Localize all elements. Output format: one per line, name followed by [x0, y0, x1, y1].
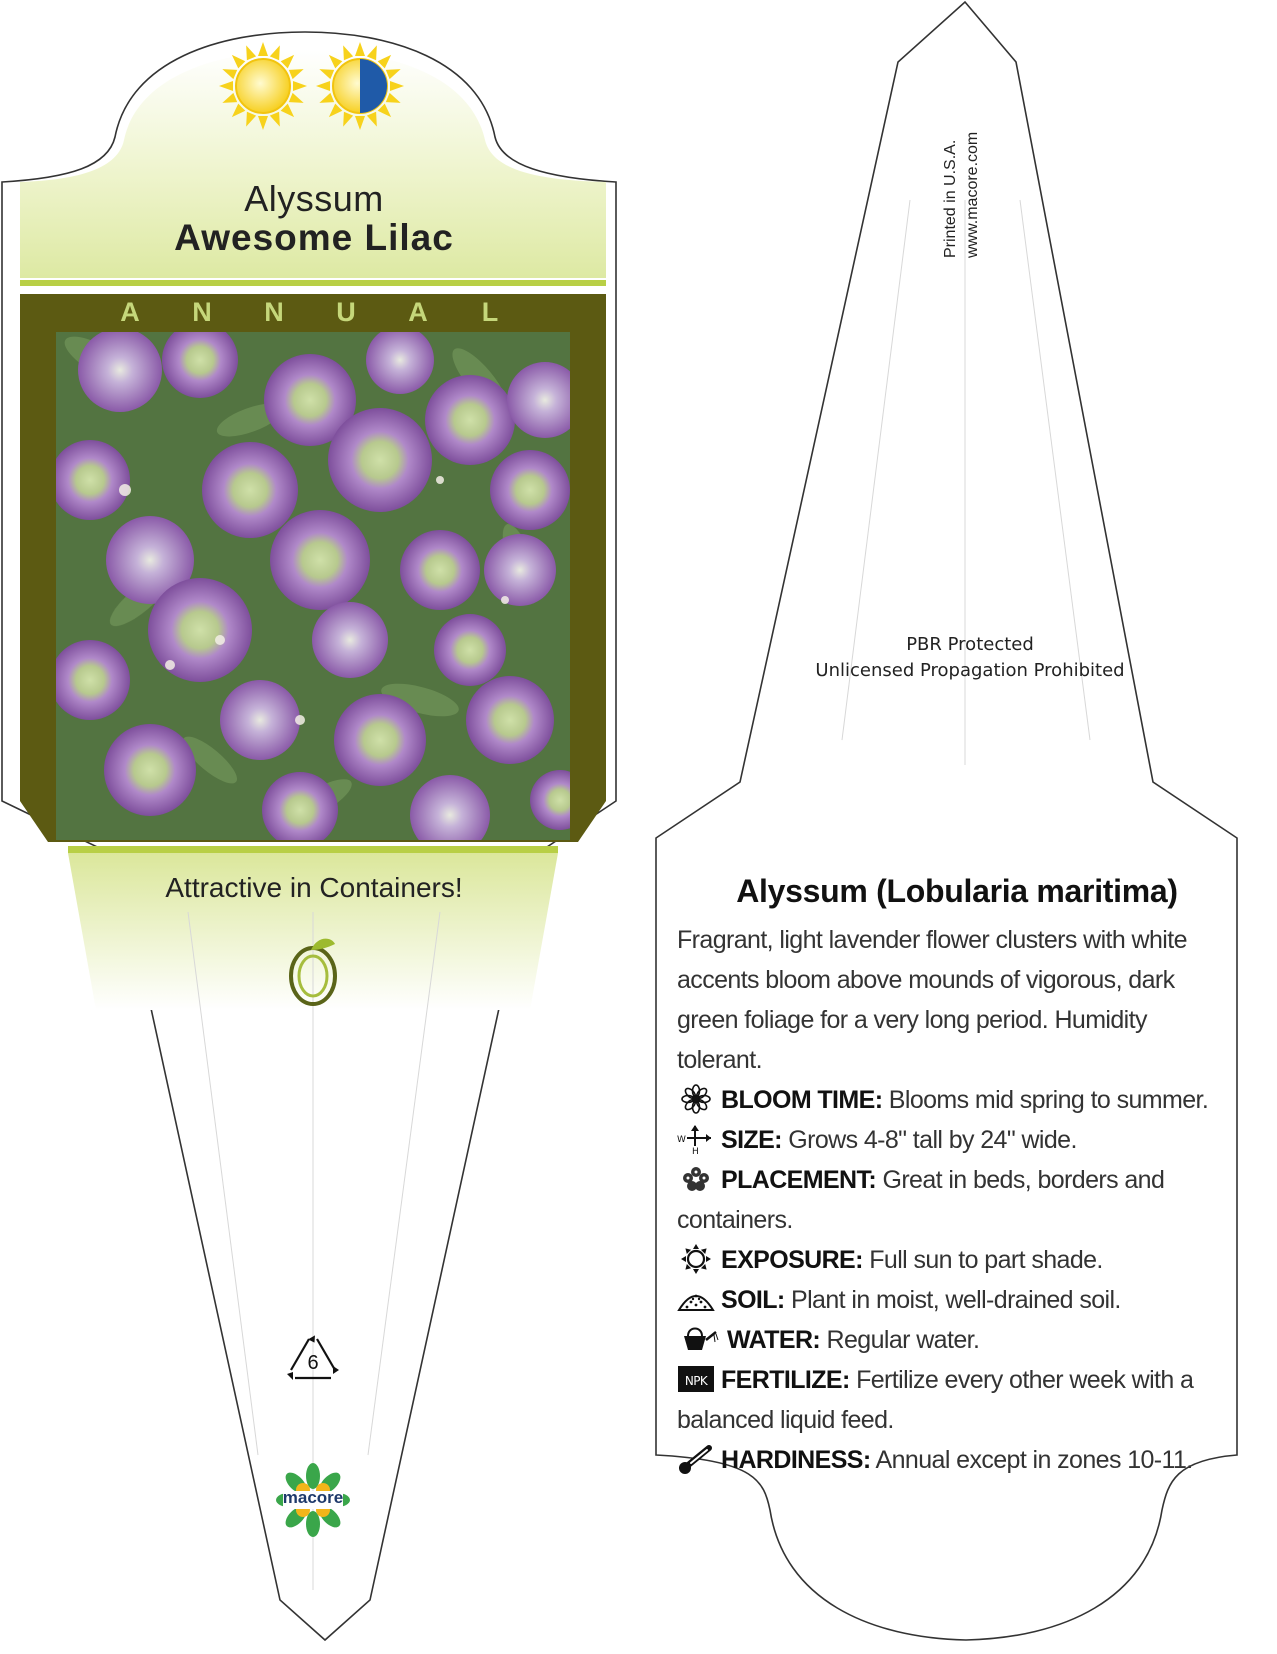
watering-can-icon — [677, 1324, 721, 1354]
category-letter: N — [192, 297, 212, 327]
attribute-text: Regular water. — [826, 1326, 980, 1354]
info-description: Fragrant, light lavender flower clusters with white accents bloom above mounds of vigorous, dark green foliage for a very long period. Humidity tolerant. — [677, 926, 1187, 1074]
attribute-hardiness — [677, 1440, 1237, 1480]
pbr-line: Unlicensed Propagation Prohibited — [815, 660, 1125, 681]
category-letter: L — [481, 297, 499, 327]
attribute-label: EXPOSURE: — [721, 1246, 863, 1274]
plant-info — [677, 873, 1237, 1480]
attribute-size — [677, 1120, 1237, 1160]
size-arrows-icon — [677, 1124, 715, 1154]
attribute-label: HARDINESS: — [721, 1446, 871, 1474]
attribute-text: Great in beds, borders and containers. — [677, 1166, 1165, 1234]
recycle-number: 6 — [307, 1352, 319, 1374]
brand-name: macore — [282, 1488, 344, 1507]
attribute-text: Plant in moist, well-drained soil. — [791, 1286, 1121, 1314]
info-title: Alyssum (Lobularia maritima) — [736, 873, 1178, 909]
attribute-placement — [677, 1160, 1237, 1240]
attribute-label: WATER: — [727, 1326, 821, 1354]
plant-variety: Awesome Lilac — [174, 217, 454, 258]
printed-in-usa — [940, 48, 1000, 258]
attribute-label: SIZE: — [721, 1126, 782, 1154]
thermometer-icon — [677, 1444, 715, 1474]
attribute-text: Grows 4-8" tall by 24" wide. — [788, 1126, 1077, 1154]
attribute-fertilize — [677, 1360, 1237, 1440]
attribute-soil — [677, 1280, 1237, 1320]
attribute-label: PLACEMENT: — [721, 1166, 877, 1194]
size-icon-w: W — [677, 1135, 686, 1145]
attribute-label: SOIL: — [721, 1286, 785, 1314]
placement-plants-icon — [677, 1164, 715, 1194]
category-letter: N — [264, 297, 284, 327]
website: www.macore.com — [964, 131, 981, 258]
attribute-water — [677, 1320, 1237, 1360]
pbr-notice — [760, 632, 1180, 684]
plant-genus: Alyssum — [244, 178, 384, 219]
size-icon-h: H — [692, 1147, 699, 1154]
attribute-label: BLOOM TIME: — [721, 1086, 883, 1114]
category-letter: U — [336, 297, 356, 327]
category-letter: A — [408, 297, 428, 327]
attribute-bloom-time — [677, 1080, 1237, 1120]
printed-line: Printed in U.S.A. — [942, 139, 959, 258]
tagline: Attractive in Containers! — [165, 872, 463, 903]
attribute-text: Annual except in zones 10-11. — [875, 1446, 1193, 1474]
npk-icon-text: NPK — [684, 1374, 708, 1388]
category-label — [120, 297, 500, 328]
attribute-text: Blooms mid spring to summer. — [888, 1086, 1209, 1114]
attribute-text: Fertilize every other week with a balanced liquid feed. — [677, 1366, 1194, 1434]
attribute-text: Full sun to part shade. — [869, 1246, 1103, 1274]
category-letter: A — [120, 297, 140, 327]
attribute-exposure — [677, 1240, 1237, 1280]
soil-mound-icon — [677, 1284, 715, 1314]
npk-icon — [677, 1364, 715, 1394]
sun-icon — [677, 1244, 715, 1274]
pbr-line: PBR Protected — [906, 634, 1034, 655]
flower-icon — [677, 1084, 715, 1114]
attribute-label: FERTILIZE: — [721, 1366, 850, 1394]
